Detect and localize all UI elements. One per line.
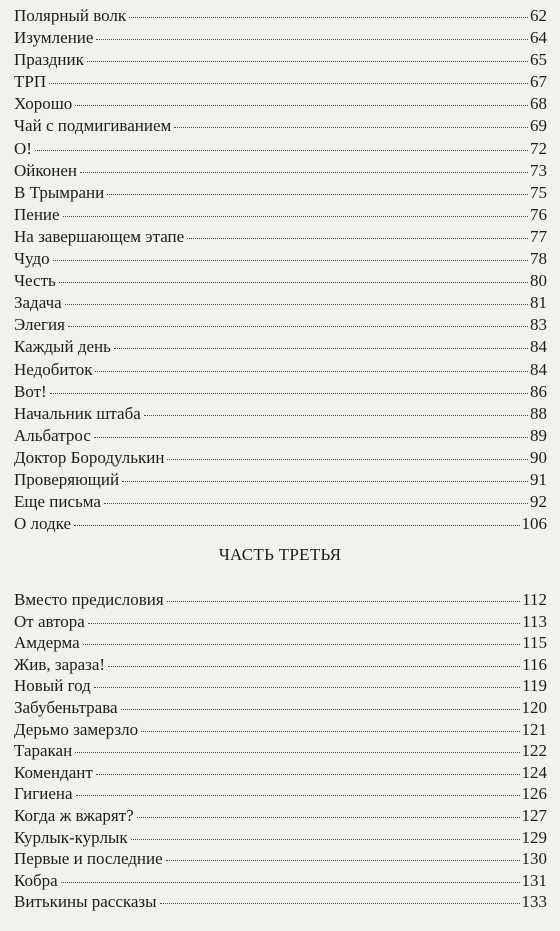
toc-entry-title: Дерьмо замерзло: [14, 719, 139, 739]
toc-entry-title: Полярный волк: [14, 6, 127, 25]
toc-entry-title: О!: [14, 138, 32, 158]
toc-entry: [14, 469, 547, 491]
dot-leader: [94, 436, 528, 438]
dot-leader: [88, 622, 520, 624]
toc-entry-title: Изумление: [14, 28, 94, 48]
toc-entry-title: Каждый день: [14, 337, 111, 357]
toc-entry: [14, 740, 547, 762]
toc-entry-page-number: 89: [530, 425, 547, 445]
dot-leader: [141, 730, 519, 732]
toc-entry-page-number: 115: [522, 633, 547, 653]
dot-leader: [65, 303, 528, 305]
toc-entry: [14, 204, 547, 226]
toc-entry-title: Доктор Бородулькин: [14, 447, 165, 467]
dot-leader: [94, 686, 520, 688]
dot-leader: [187, 237, 528, 239]
toc-entry-title: Недобиток: [14, 359, 93, 379]
dot-leader: [50, 392, 528, 394]
toc-entry-title: Комендант: [14, 762, 93, 782]
toc-entry-title: Начальник штаба: [14, 403, 141, 423]
dot-leader: [53, 259, 528, 261]
dot-leader: [49, 82, 528, 84]
dot-leader: [160, 902, 520, 904]
toc-entry: [14, 762, 547, 784]
toc-entry-page-number: 126: [521, 784, 547, 804]
dot-leader: [167, 600, 520, 602]
toc-entry: [14, 697, 547, 719]
dot-leader: [76, 794, 520, 796]
toc-entry-title: Таракан: [14, 741, 73, 761]
toc-entry: [14, 226, 547, 248]
toc-entry: [14, 138, 547, 160]
toc-entry-title: Вот!: [14, 381, 47, 401]
dot-leader: [61, 881, 520, 883]
toc-entry-title: Курлык-курлык: [14, 827, 128, 847]
toc-entry-page-number: 75: [530, 182, 547, 202]
toc-entry-page-number: 81: [530, 293, 547, 313]
toc-entry-page-number: 69: [530, 116, 547, 136]
dot-leader: [174, 126, 528, 128]
toc-entry: [14, 654, 547, 676]
toc-entry-page-number: 67: [530, 72, 547, 92]
toc-entry: [14, 783, 547, 805]
toc-entry-title: О лодке: [14, 514, 72, 534]
toc-entry-title: Первые и последние: [14, 849, 163, 869]
toc-entry-title: ТРП: [14, 72, 47, 92]
toc-entry: [14, 632, 547, 654]
toc-entry-page-number: 116: [522, 654, 547, 674]
toc-entry: [14, 93, 547, 115]
toc-entry: [14, 270, 547, 292]
toc-entry-page-number: 73: [530, 160, 547, 180]
dot-leader: [96, 38, 528, 40]
toc-entry: [14, 115, 547, 137]
toc-entry-title: Вместо предисловия: [14, 590, 164, 609]
toc-entry-page-number: 80: [530, 271, 547, 291]
dot-leader: [63, 215, 528, 217]
toc-entry: [14, 589, 547, 611]
toc-entry: [14, 160, 547, 182]
toc-entry-page-number: 122: [521, 741, 547, 761]
dot-leader: [87, 60, 528, 62]
toc-entry-page-number: 91: [530, 469, 547, 489]
toc-entry-page-number: 121: [521, 719, 547, 739]
toc-entry-page-number: 68: [530, 94, 547, 114]
dot-leader: [68, 325, 528, 327]
dot-leader: [131, 838, 520, 840]
dot-leader: [108, 665, 520, 667]
toc-entry: [14, 848, 547, 870]
toc-entry: [14, 611, 547, 633]
dot-leader: [137, 816, 520, 818]
toc-entry-title: Чудо: [14, 249, 50, 269]
dot-leader: [144, 414, 528, 416]
toc-entry: [14, 182, 547, 204]
toc-entry-title: Амдерма: [14, 633, 80, 653]
dot-leader: [167, 458, 528, 460]
toc-entry-title: Хорошо: [14, 94, 73, 114]
dot-leader: [122, 480, 528, 482]
toc-entry: [14, 381, 547, 403]
toc-entry: [14, 719, 547, 741]
toc-entry: [14, 248, 547, 270]
toc-entry-page-number: 120: [521, 697, 547, 717]
toc-entry-title: Пение: [14, 204, 60, 224]
toc-entry: [14, 336, 547, 358]
toc-entry: [14, 805, 547, 827]
toc-entry: [14, 891, 547, 913]
dot-leader: [83, 643, 520, 645]
toc-entry: [14, 71, 547, 93]
dot-leader: [96, 773, 520, 775]
toc-entry-title: Честь: [14, 271, 56, 291]
toc-entry-page-number: 133: [521, 892, 547, 912]
dot-leader: [35, 149, 528, 151]
toc-entry: [14, 314, 547, 336]
toc-entry: [14, 403, 547, 425]
toc-entry-title: Чай с подмигиванием: [14, 116, 172, 136]
table-of-contents-part-2: [14, 5, 547, 535]
toc-entry: [14, 425, 547, 447]
toc-entry-page-number: 76: [530, 204, 547, 224]
toc-entry-title: Проверяющий: [14, 469, 120, 489]
toc-entry-page-number: 113: [522, 611, 547, 631]
toc-entry-title: В Трымрани: [14, 182, 105, 202]
toc-entry-title: Праздник: [14, 50, 84, 70]
toc-entry-page-number: 84: [530, 337, 547, 357]
toc-entry-page-number: 106: [521, 514, 547, 534]
toc-entry: [14, 513, 547, 535]
toc-entry-title: Гигиена: [14, 784, 73, 804]
dot-leader: [107, 193, 528, 195]
toc-entry-page-number: 65: [530, 50, 547, 70]
toc-entry: [14, 359, 547, 381]
toc-entry-title: Еще письма: [14, 492, 101, 512]
toc-entry: [14, 675, 547, 697]
toc-entry-page-number: 84: [530, 359, 547, 379]
toc-entry-page-number: 86: [530, 381, 547, 401]
dot-leader: [166, 859, 520, 861]
table-of-contents-part-3: [14, 589, 547, 913]
toc-entry-title: Элегия: [14, 315, 65, 335]
toc-entry-page-number: 127: [521, 805, 547, 825]
dot-leader: [75, 751, 519, 753]
toc-entry: [14, 49, 547, 71]
toc-entry-page-number: 77: [530, 226, 547, 246]
toc-entry-page-number: 92: [530, 492, 547, 512]
dot-leader: [129, 16, 528, 18]
toc-entry-title: Кобра: [14, 870, 58, 890]
toc-entry-title: Забубеньтрава: [14, 697, 118, 717]
toc-entry-title: Альбатрос: [14, 425, 91, 445]
toc-entry-page-number: 88: [530, 403, 547, 423]
toc-entry: [14, 447, 547, 469]
toc-entry: [14, 27, 547, 49]
toc-entry-page-number: 78: [530, 249, 547, 269]
toc-entry-page-number: 90: [530, 447, 547, 467]
dot-leader: [75, 104, 528, 106]
toc-entry-title: Новый год: [14, 676, 91, 696]
toc-entry-page-number: 129: [521, 827, 547, 847]
toc-entry: [14, 491, 547, 513]
toc-entry: [14, 827, 547, 849]
toc-entry-page-number: 72: [530, 138, 547, 158]
dot-leader: [95, 370, 528, 372]
dot-leader: [80, 171, 528, 173]
dot-leader: [59, 281, 528, 283]
toc-entry-page-number: 130: [521, 849, 547, 869]
toc-entry-title: Ойконен: [14, 160, 78, 180]
toc-entry: [14, 292, 547, 314]
toc-entry-title: Задача: [14, 293, 62, 313]
toc-entry-title: На завершающем этапе: [14, 226, 185, 246]
part-three-heading: ЧАСТЬ ТРЕТЬЯ: [218, 545, 342, 564]
dot-leader: [121, 708, 520, 710]
toc-entry-title: От автора: [14, 611, 85, 631]
toc-entry-page-number: 83: [530, 315, 547, 335]
toc-entry-title: Когда ж вжарят?: [14, 805, 134, 825]
toc-entry: [14, 870, 547, 892]
toc-entry-page-number: 62: [530, 6, 547, 25]
dot-leader: [104, 502, 528, 504]
toc-entry-page-number: 131: [521, 870, 547, 890]
toc-entry-page-number: 124: [521, 762, 547, 782]
toc-entry-page-number: 64: [530, 28, 547, 48]
toc-entry-page-number: 112: [522, 590, 547, 609]
dot-leader: [74, 524, 519, 526]
toc-entry-title: Жив, зараза!: [14, 654, 106, 674]
toc-entry-title: Витькины рассказы: [14, 892, 157, 912]
toc-entry: [14, 5, 547, 27]
dot-leader: [114, 347, 528, 349]
toc-entry-page-number: 119: [522, 676, 547, 696]
